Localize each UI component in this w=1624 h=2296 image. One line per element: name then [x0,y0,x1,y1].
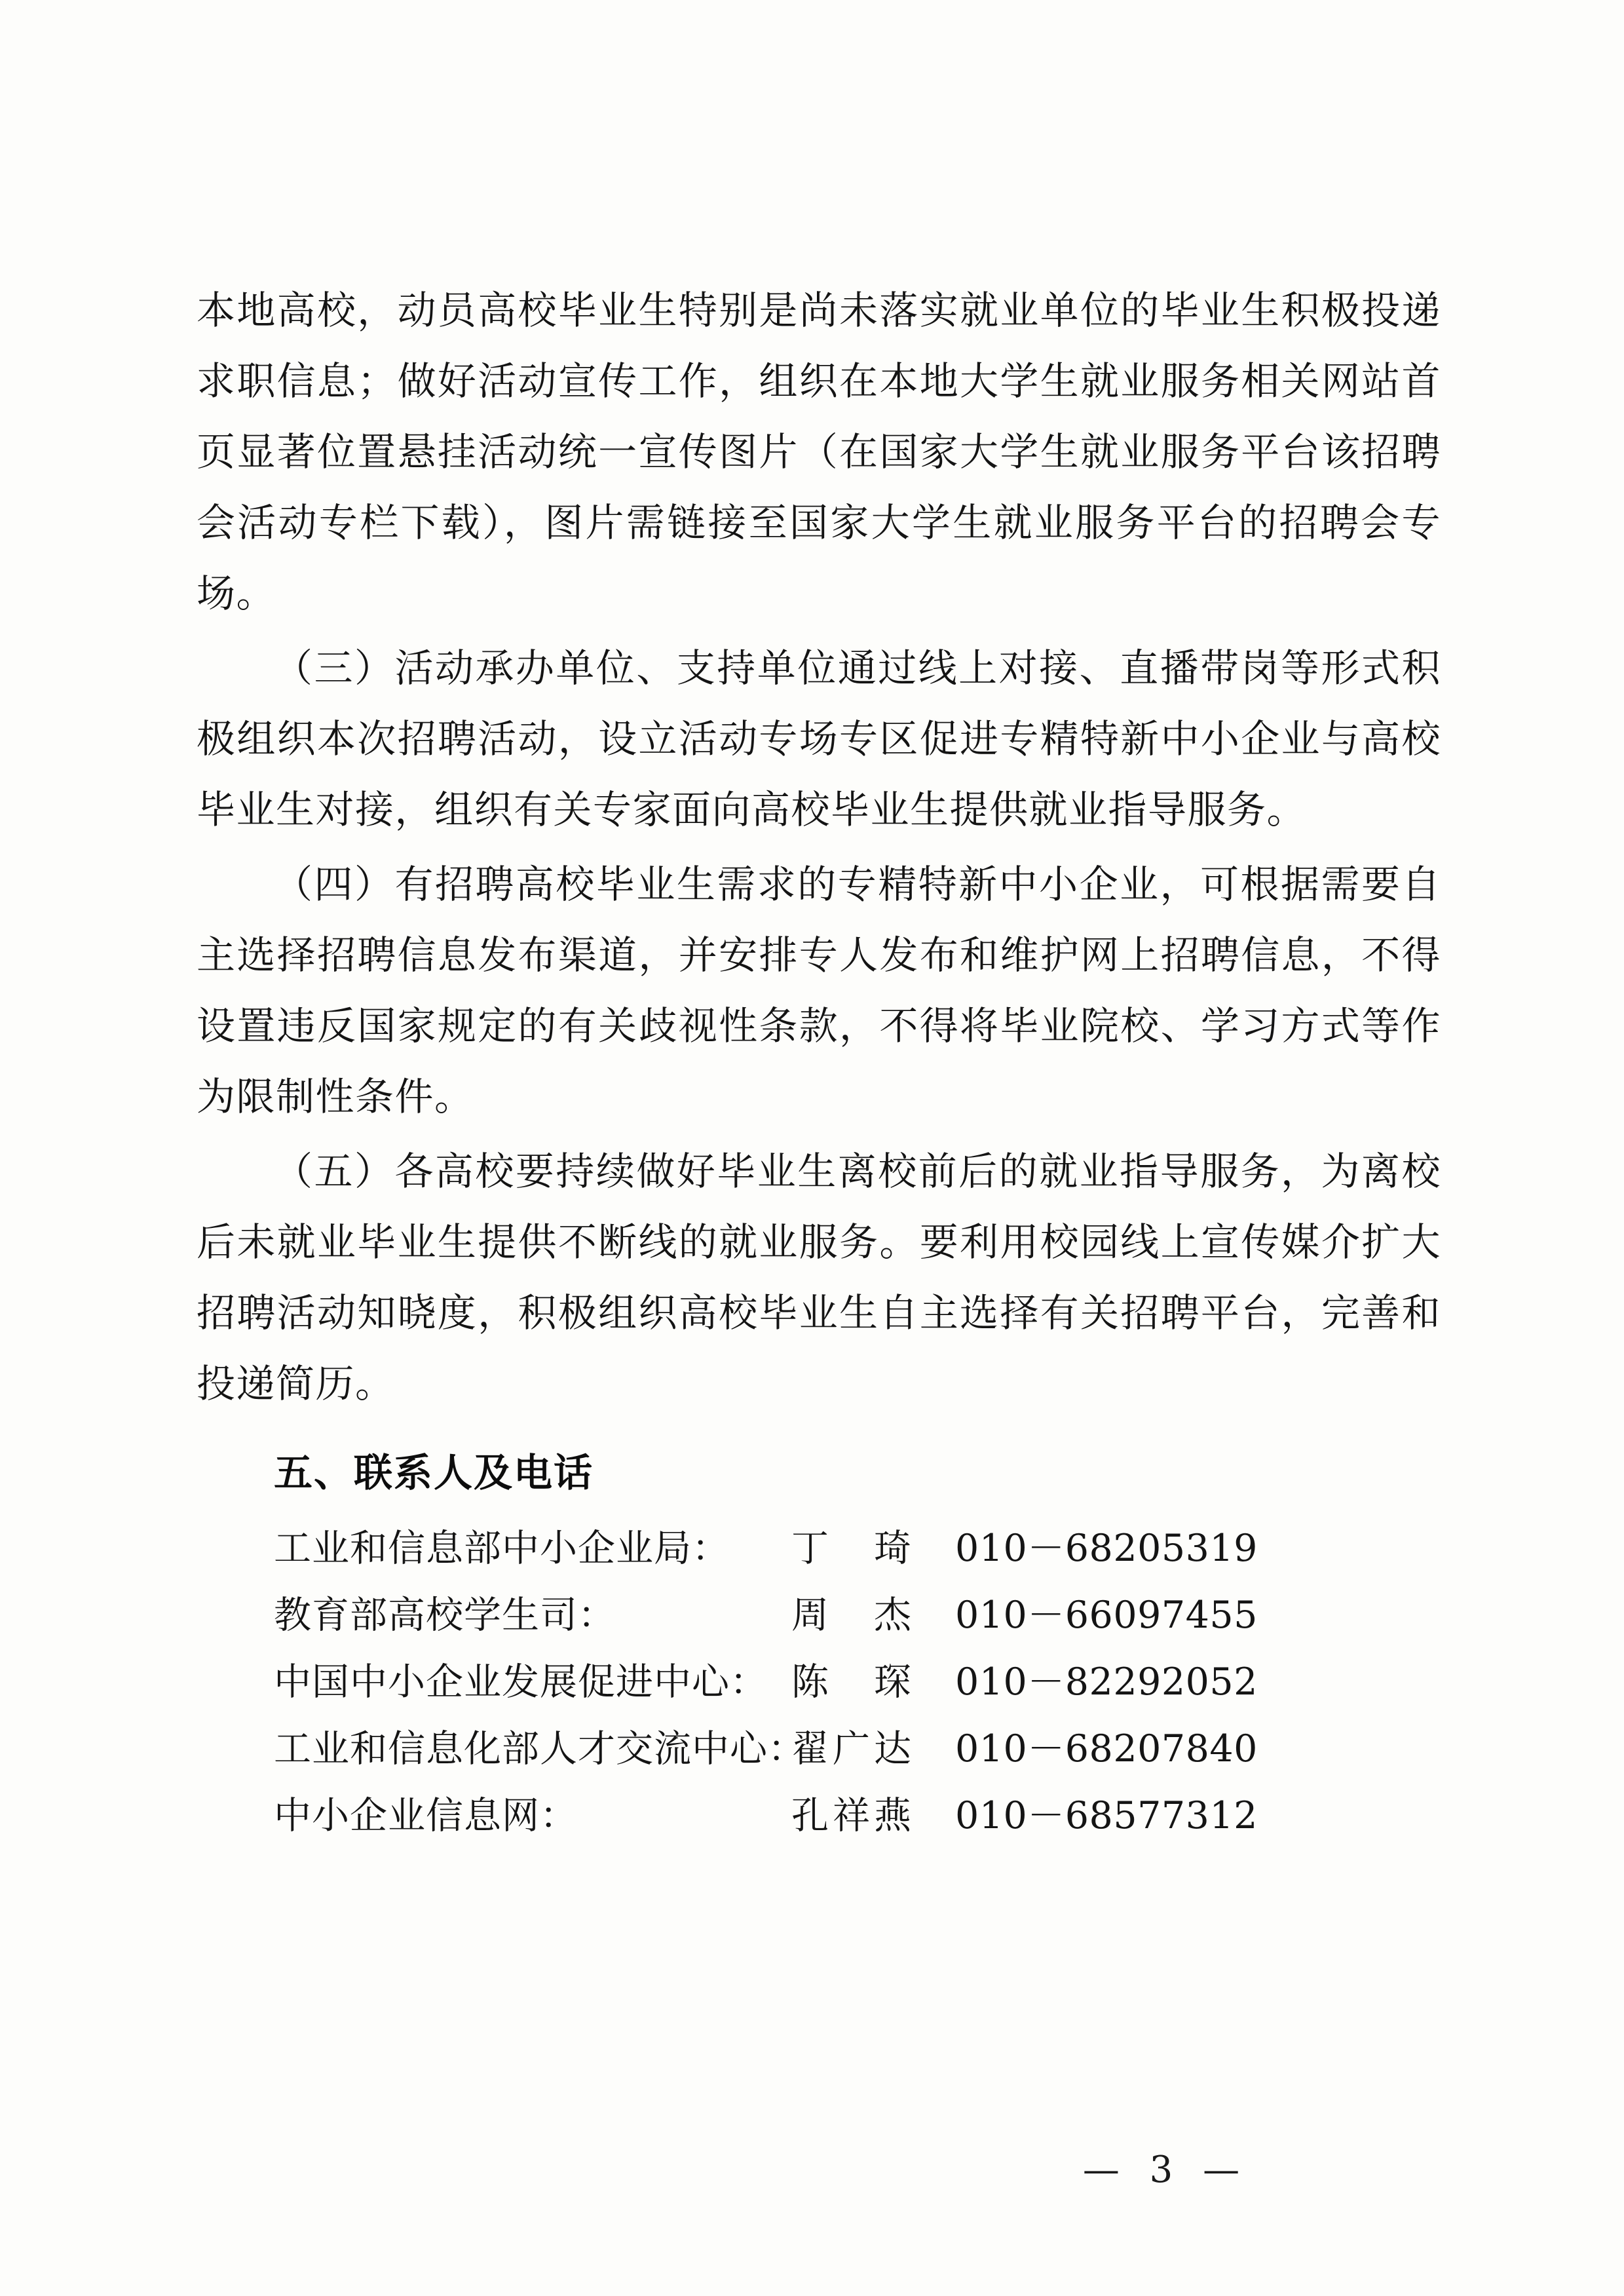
contact-organization: 中国中小企业发展促进中心： [274,1660,768,1704]
paragraph-item-four: （四）有招聘高校毕业生需求的专精特新中小企业，可根据需要自主选择招聘信息发布渠道，并安排专人发布和维护网上招聘信息，不得设置违反国家规定的有关歧视性条款，不得将毕业院校、学习方式等作为限制性条件。 [197,862,1441,1119]
section-heading-contacts: 五、联系人及电话 [274,1450,594,1495]
contact-organization: 中小企业信息网： [274,1794,578,1837]
contact-phone: 010－68205319 [955,1527,1258,1570]
contact-person: 孔祥燕 [791,1794,915,1837]
list-item [197,1782,1441,1849]
contact-person: 翟广达 [791,1727,915,1770]
contact-phone: 010－66097455 [955,1594,1258,1637]
contact-person: 丁 琦 [791,1527,915,1570]
list-item [197,1582,1441,1649]
paragraph-item-three: （三）活动承办单位、支持单位通过线上对接、直播带岗等形式积极组织本次招聘活动，设立活动专场专区促进专精特新中小企业与高校毕业生对接，组织有关专家面向高校毕业生提供就业指导服务。 [197,645,1441,832]
list-item [197,1515,1441,1582]
contact-organization: 工业和信息化部人才交流中心： [274,1727,806,1770]
contact-organization: 教育部高校学生司： [274,1594,616,1637]
paragraph-item-five: （五）各高校要持续做好毕业生离校前后的就业指导服务，为离校后未就业毕业生提供不断线的就业服务。要利用校园线上宣传媒介扩大招聘活动知晓度，积极组织高校毕业生自主选择有关招聘平台，完善和投递简历。 [197,1149,1441,1406]
contact-person: 周 杰 [791,1594,915,1637]
contact-phone: 010－68577312 [955,1794,1258,1837]
list-item [197,1649,1441,1715]
paragraph-continuation: 本地高校，动员高校毕业生特别是尚未落实就业单位的毕业生积极投递求职信息；做好活动宣传工作，组织在本地大学生就业服务相关网站首页显著位置悬挂活动统一宣传图片（在国家大学生就业服务平台该招聘会活动专栏下载），图片需链接至国家大学生就业服务平台的招聘会专场。 [197,288,1441,616]
list-item [197,1715,1441,1782]
document-body [197,275,1441,1849]
contact-phone: 010－82292052 [955,1660,1258,1704]
contact-list [197,1515,1441,1849]
contact-phone: 010－68207840 [955,1727,1258,1770]
contact-organization: 工业和信息部中小企业局： [274,1527,730,1570]
page-number: — 3 — [1082,2149,1249,2191]
contact-person: 陈 琛 [791,1660,915,1704]
